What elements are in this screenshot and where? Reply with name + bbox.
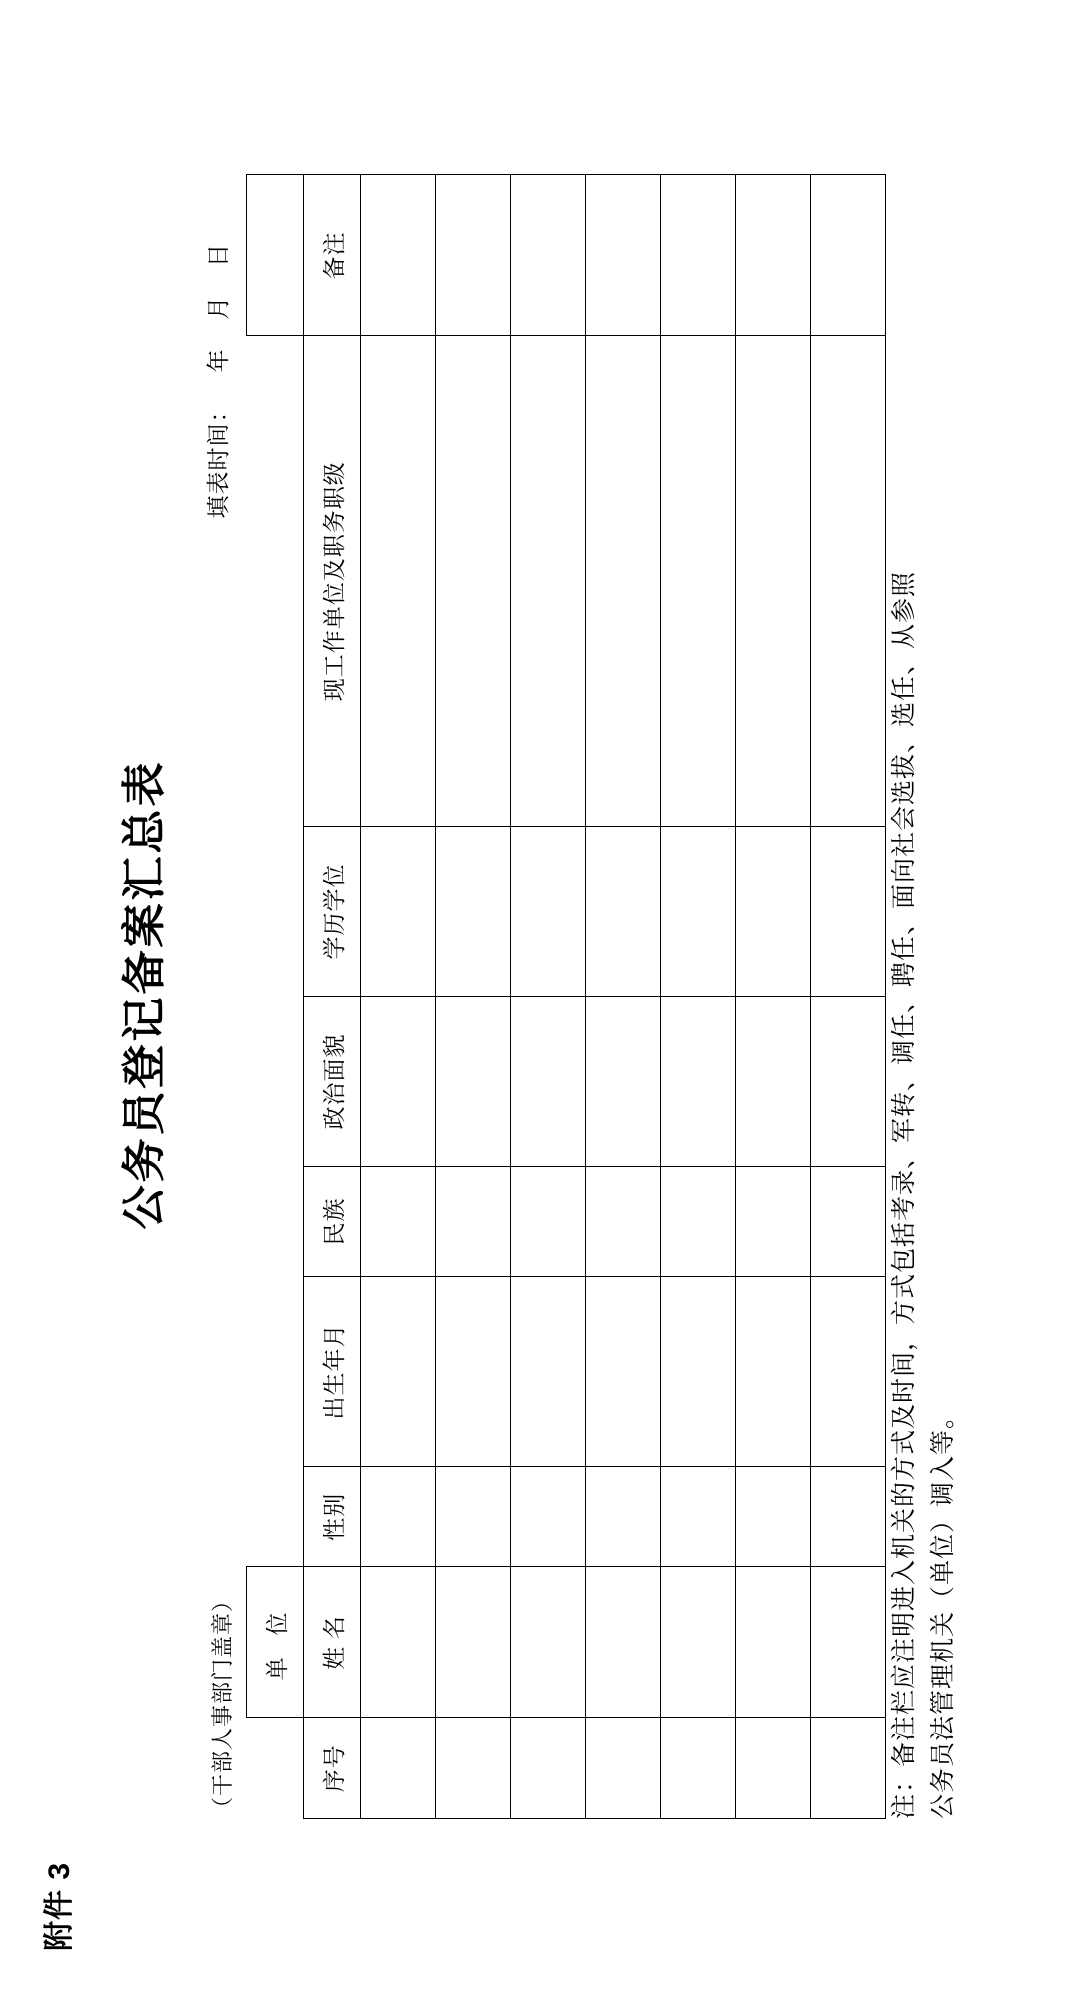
cell-work-unit-position[interactable]	[661, 336, 736, 827]
cell-birth-date[interactable]	[586, 1277, 661, 1467]
cell-political-status[interactable]	[436, 997, 511, 1167]
header-name: 姓 名	[304, 1567, 361, 1718]
cell-work-unit-position[interactable]	[511, 336, 586, 827]
cell-work-unit-position[interactable]	[436, 336, 511, 827]
unit-row-blank-3	[247, 1167, 304, 1277]
unit-row-blank-1	[247, 1467, 304, 1568]
cell-remark[interactable]	[811, 175, 886, 336]
cell-seq[interactable]	[661, 1718, 736, 1819]
cell-work-unit-position[interactable]	[586, 336, 661, 827]
cell-name[interactable]	[736, 1567, 811, 1718]
cell-gender[interactable]	[361, 1467, 436, 1568]
header-ethnicity: 民族	[304, 1167, 361, 1277]
unit-row-blank-6	[247, 336, 304, 827]
cell-ethnicity[interactable]	[661, 1167, 736, 1277]
cell-ethnicity[interactable]	[511, 1167, 586, 1277]
cell-political-status[interactable]	[811, 997, 886, 1167]
cell-name[interactable]	[811, 1567, 886, 1718]
table-body	[361, 175, 886, 1819]
cell-birth-date[interactable]	[811, 1277, 886, 1467]
cell-education[interactable]	[586, 827, 661, 997]
cell-gender[interactable]	[811, 1467, 886, 1568]
header-remark: 备注	[304, 175, 361, 336]
footnote-line-2: 公务员法管理机关（单位）调入等。	[929, 1402, 957, 1819]
unit-label: 单 位	[247, 1567, 304, 1718]
cell-ethnicity[interactable]	[586, 1167, 661, 1277]
header-birth-date: 出生年月	[304, 1277, 361, 1467]
cell-gender[interactable]	[436, 1467, 511, 1568]
header-work-unit-position: 现工作单位及职务职级	[304, 336, 361, 827]
table-row	[586, 175, 661, 1819]
cell-political-status[interactable]	[661, 997, 736, 1167]
unit-row-blank-5	[247, 827, 304, 997]
footnote	[886, 571, 964, 1819]
cell-political-status[interactable]	[586, 997, 661, 1167]
table-row	[736, 175, 811, 1819]
unit-row-blank-2	[247, 1277, 304, 1467]
cell-seq[interactable]	[361, 1718, 436, 1819]
table-row	[811, 175, 886, 1819]
cell-education[interactable]	[661, 827, 736, 997]
cell-gender[interactable]	[586, 1467, 661, 1568]
fill-date-slots: 年 月 日	[206, 232, 231, 373]
header-gender: 性别	[304, 1467, 361, 1568]
attachment-label: 附件 3	[43, 1861, 76, 1951]
cell-education[interactable]	[436, 827, 511, 997]
cell-political-status[interactable]	[736, 997, 811, 1167]
cell-seq[interactable]	[436, 1718, 511, 1819]
cell-political-status[interactable]	[511, 997, 586, 1167]
cell-education[interactable]	[811, 827, 886, 997]
cell-remark[interactable]	[361, 175, 436, 336]
cell-ethnicity[interactable]	[811, 1167, 886, 1277]
registration-summary-table	[246, 175, 886, 1820]
cell-ethnicity[interactable]	[436, 1167, 511, 1277]
cell-education[interactable]	[736, 827, 811, 997]
cell-education[interactable]	[511, 827, 586, 997]
table-row	[436, 175, 511, 1819]
cell-name[interactable]	[586, 1567, 661, 1718]
cell-name[interactable]	[436, 1567, 511, 1718]
footnote-line-1: 注：备注栏应注明进入机关的方式及时间，方式包括考录、军转、调任、聘任、面向社会选拔、选任、从参照	[891, 570, 918, 1819]
table-header-row	[304, 175, 361, 1819]
cell-birth-date[interactable]	[436, 1277, 511, 1467]
seal-note: （干部人事部门盖章）	[210, 1588, 235, 1819]
cell-remark[interactable]	[436, 175, 511, 336]
cell-birth-date[interactable]	[361, 1277, 436, 1467]
unit-row-blank-4	[247, 997, 304, 1167]
cell-ethnicity[interactable]	[361, 1167, 436, 1277]
header-education: 学历学位	[304, 827, 361, 997]
table-row	[361, 175, 436, 1819]
cell-work-unit-position[interactable]	[736, 336, 811, 827]
page-title: 公务员登记备案汇总表	[120, 759, 169, 1230]
unit-row	[247, 175, 304, 1819]
header-political-status: 政治面貌	[304, 997, 361, 1167]
unit-row-blank-right	[247, 175, 304, 336]
cell-ethnicity[interactable]	[736, 1167, 811, 1277]
cell-remark[interactable]	[511, 175, 586, 336]
header-seq: 序号	[304, 1718, 361, 1819]
fill-date-label: 填表时间：	[206, 398, 231, 519]
cell-birth-date[interactable]	[736, 1277, 811, 1467]
cell-birth-date[interactable]	[661, 1277, 736, 1467]
table-row	[661, 175, 736, 1819]
unit-row-blank-left	[247, 1718, 304, 1819]
cell-seq[interactable]	[736, 1718, 811, 1819]
cell-work-unit-position[interactable]	[361, 336, 436, 827]
cell-seq[interactable]	[811, 1718, 886, 1819]
cell-gender[interactable]	[511, 1467, 586, 1568]
cell-gender[interactable]	[736, 1467, 811, 1568]
cell-work-unit-position[interactable]	[811, 336, 886, 827]
cell-remark[interactable]	[586, 175, 661, 336]
cell-birth-date[interactable]	[511, 1277, 586, 1467]
cell-seq[interactable]	[586, 1718, 661, 1819]
cell-name[interactable]	[361, 1567, 436, 1718]
cell-remark[interactable]	[736, 175, 811, 336]
table-row	[511, 175, 586, 1819]
cell-name[interactable]	[511, 1567, 586, 1718]
cell-education[interactable]	[361, 827, 436, 997]
fill-date-field	[200, 232, 233, 519]
cell-remark[interactable]	[661, 175, 736, 336]
cell-seq[interactable]	[511, 1718, 586, 1819]
cell-name[interactable]	[661, 1567, 736, 1718]
cell-gender[interactable]	[661, 1467, 736, 1568]
cell-political-status[interactable]	[361, 997, 436, 1167]
